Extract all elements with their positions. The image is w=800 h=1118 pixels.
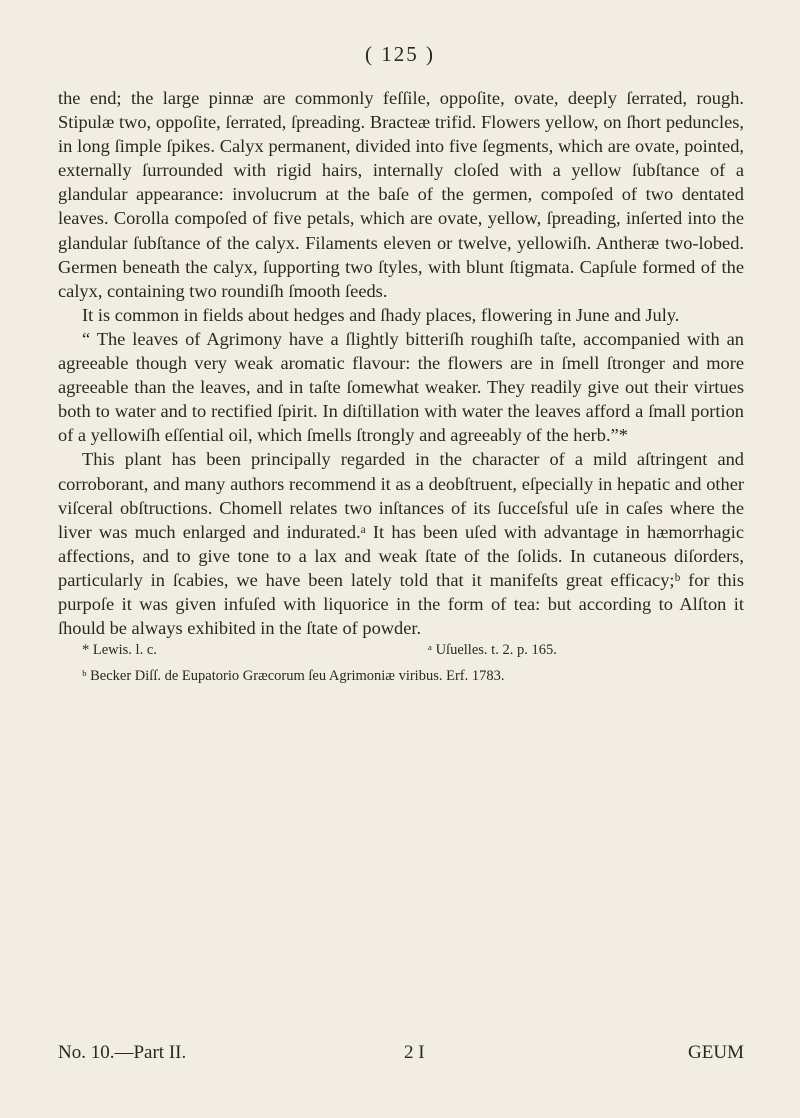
page-number: ( 125 ) xyxy=(365,42,435,66)
paragraph-description: the end; the large pinnæ are commonly feſſile, oppoſite, ovate, deeply ſerrated, rough. Stipulæ two, oppoſite, ſerrated, ſpreading. Bracteæ trifid. Flowers yellow, on ſhort peduncles, in long ſimple ſpikes. Calyx permanent, divided into five ſegments, which are ovate, pointed, externally ſurrounded with rigid hairs, internally cloſed with a yellow ſubſtance of a glandular appearance: involucrum at the baſe of the germen, compoſed of two dentated leaves. Corolla compoſed of five petals, which are ovate, yellow, ſpreading, inſerted into the glandular ſubſtance of the calyx. Filaments eleven or twelve, yellowiſh. Antheræ two-lobed. Germen beneath the calyx, ſupporting two ſtyles, with blunt ſtigmata. Capſule formed of the calyx, containing two roundiſh ſmooth ſeeds. xyxy=(58,88,744,301)
page-body xyxy=(58,86,744,686)
footnote-b: ᵇ Becker Diſſ. de Eupatorio Græcorum ſeu Agrimoniæ viribus. Erf. 1783. xyxy=(82,668,505,685)
footnote-row xyxy=(58,640,744,664)
signature-mark: 2 I xyxy=(404,1042,425,1063)
footnote-a: ᵃ Uſuelles. t. 2. p. 165. xyxy=(428,642,557,659)
part-number: No. 10.—Part II. xyxy=(58,1042,187,1063)
catchword: GEUM xyxy=(688,1042,744,1063)
paragraph-habitat: It is common in fields about hedges and ſhady places, flowering in June and July. xyxy=(82,304,680,325)
paragraph-quotation: “ The leaves of Agrimony have a ſlightly bitteriſh roughiſh taſte, accompanied with an agreeable though very weak aromatic flavour: the flowers are in ſmell ſtronger and more agreeable than the leaves, and in taſte ſomewhat weaker. They readily give out their virtues both to water and to rectified ſpirit. In diſtillation with water the leaves afford a ſmall portion of a yellowiſh eſſential oil, which ſmells ſtrongly and agreeably of the herb.”* xyxy=(58,328,744,446)
paragraph-uses: This plant has been principally regarded in the character of a mild aſtringent and corroborant, and many authors recommend it as a deobſtruent, eſpecially in hepatic and other viſceral obſtructions. Chomell relates two inſtances of its ſucceſsful uſe in caſes where the liver was much enlarged and indurated.ᵃ It has been uſed with advantage in hæmorrhagic affections, and to give tone to a lax and weak ſtate of the ſolids. In cutaneous diſorders, particularly in ſcabies, we have been lately told that it manifeſts great efficacy;ᵇ for this purpoſe it was given infuſed with liquorice in the form of tea: but according to Alſton it ſhould be always exhibited in the ſtate of powder. xyxy=(58,449,744,639)
footnote-star: * Lewis. l. c. xyxy=(82,642,157,659)
